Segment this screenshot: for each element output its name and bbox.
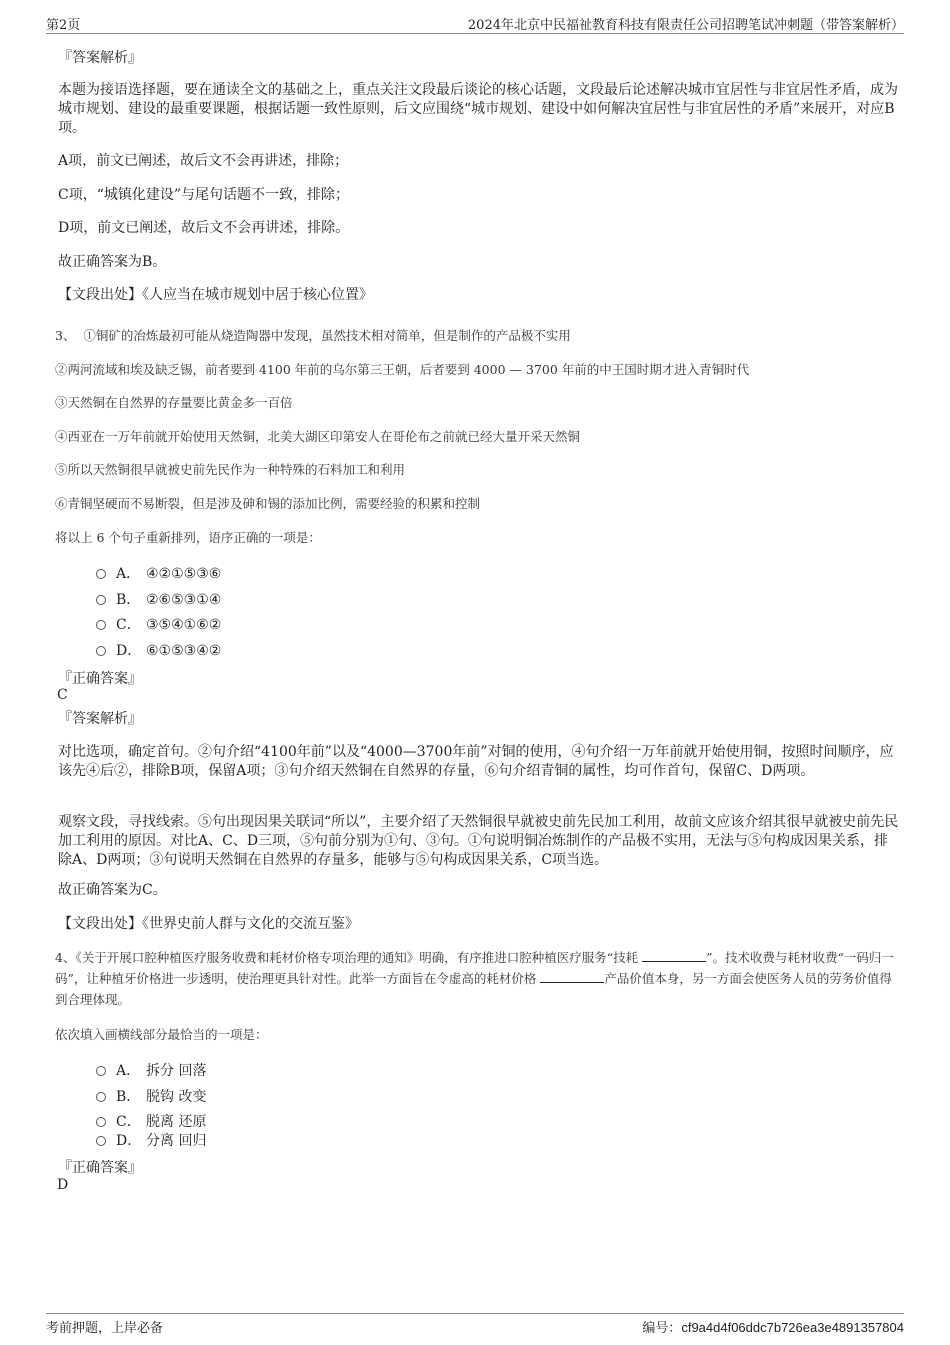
q3-answer-label: 『正确答案』 [58,671,142,687]
document-title: 2024年北京中民福祉教育科技有限责任公司招聘笔试冲刺题（带答案解析） [467,18,904,33]
q3-option-d[interactable]: D． ⑥①⑤③④② [96,640,221,660]
q4-blank-2[interactable] [540,972,604,983]
page-number: 第2页 [46,18,81,33]
q3-analysis-p2: 观察文段，寻找线索。⑤句出现因果关联词“所以”，主要介绍了天然铜很早就被史前先民加工利用，故前文应该介绍其很早就被史前先民加工利用的原因。对比A、C、D三项，⑤句前分别为①句、③句。①句说明铜冶炼制作的产品极不实用，无法与⑤句构成因果关系，排除A、D两项；③句说明天然铜在自然界的存量多，能够与⑤句构成因果关系，C项当选。 [58,814,899,868]
q3-answer: C [57,687,68,703]
q4-answer: D [57,1177,69,1193]
q4-blank-1[interactable] [642,951,706,962]
q2-conclusion: 故正确答案为B。 [58,254,167,270]
q3-analysis-p1: 对比选项，确定首句。②句介绍“4100年前”以及“4000—3700年前”对铜的使用，④句介绍一万年前就开始使用铜，按照时间顺序，应该先④后②，排除B项，保留A项；③句介绍天然铜在自然界的存量，⑥句介绍青铜的属性，均可作首句，保留C、D两项。 [58,744,894,779]
footer-slogan: 考前押题，上岸必备 [46,1321,164,1336]
q3-option-c[interactable]: C． ③⑤④①⑥② [96,614,221,634]
q2-analysis-c: C项，“城镇化建设”与尾句话题不一致，排除； [58,187,350,203]
q2-analysis-label: 『答案解析』 [58,50,142,66]
q2-analysis-a: A项，前文已阐述，故后文不会再讲述，排除； [58,153,349,169]
page-header [46,13,904,34]
q4-option-b[interactable]: B． 脱钩 改变 [96,1086,206,1106]
q4-option-a[interactable]: A． 拆分 回落 [96,1060,206,1080]
q3-option-a[interactable]: A． ④②①⑤③⑥ [96,563,221,583]
q4-option-c[interactable]: C． 脱离 还原 [96,1111,206,1131]
radio-icon[interactable] [96,1136,106,1146]
q3-sentence-1: 3、 ①铜矿的冶炼最初可能从烧造陶器中发现，虽然技术相对简单，但是制作的产品极不实用 [55,328,571,343]
q3-option-b[interactable]: B． ②⑥⑤③①④ [96,589,221,609]
q4-answer-label: 『正确答案』 [58,1160,142,1176]
q3-sentence-3: ③天然铜在自然界的存量要比黄金多一百倍 [55,395,293,410]
q2-analysis-d: D项，前文已阐述，故后文不会再讲述，排除。 [58,220,350,236]
q4-prompt: 依次填入画横线部分最恰当的一项是： [55,1027,268,1042]
q3-sentence-4: ④西亚在一万年前就开始使用天然铜，北美大湖区印第安人在哥伦布之前就已经大量开采天然铜 [55,429,581,444]
radio-icon[interactable] [96,646,106,656]
radio-icon[interactable] [96,1092,106,1102]
q3-sentence-5: ⑤所以天然铜很早就被史前先民作为一种特殊的石料加工和利用 [55,462,406,477]
q3-prompt: 将以上 6 个句子重新排列，语序正确的一项是： [55,530,321,545]
q3-source: 【文段出处】《世界史前人群与文化的交流互鉴》 [58,916,359,932]
radio-icon[interactable] [96,569,106,579]
q4-stem: 4、《关于开展口腔种植医疗服务收费和耗材价格专项治理的通知》明确，有序推进口腔种植医疗服务“技耗 ”。技术收费与耗材收费“一码归一码”，让种植牙价格进一步透明，使治理更具针对性。此举一方面旨在令虚高的耗材价格 产品价值本身，另一方面会使医务人员的劳务价值得到合理体现。 [55,950,894,1007]
q2-analysis-intro: 本题为接语选择题，要在通读全文的基础之上，重点关注文段最后谈论的核心话题，文段最后论述解决城市宜居性与非宜居性矛盾，成为城市规划、建设的最重要课题，根据话题一致性原则，后文应围绕“城市规划、建设中如何解决宜居性与非宜居性的矛盾”来展开，对应B项。 [58,82,898,136]
q4-option-d[interactable]: D． 分离 回归 [96,1130,206,1150]
q3-number: 3、 [55,328,76,343]
q4-number: 4、 [55,950,76,965]
q2-source: 【文段出处】《人应当在城市规划中居于核心位置》 [58,287,373,303]
page-footer [46,1313,904,1335]
q3-analysis-label: 『答案解析』 [58,711,142,727]
radio-icon[interactable] [96,1117,106,1127]
q3-sentence-2: ②两河流域和埃及缺乏锡，前者要到 4100 年前的乌尔第三王朝，后者要到 4000 — 3700 年前的中王国时期才进入青铜时代 [55,362,750,377]
radio-icon[interactable] [96,595,106,605]
footer-code: 编号：cf9a4d4f06ddc7b726ea3e4891357804 [642,1320,904,1336]
radio-icon[interactable] [96,620,106,630]
q3-sentence-6: ⑥青铜坚硬而不易断裂，但是涉及砷和锡的添加比例，需要经验的积累和控制 [55,496,481,511]
q3-conclusion: 故正确答案为C。 [58,882,167,898]
radio-icon[interactable] [96,1066,106,1076]
